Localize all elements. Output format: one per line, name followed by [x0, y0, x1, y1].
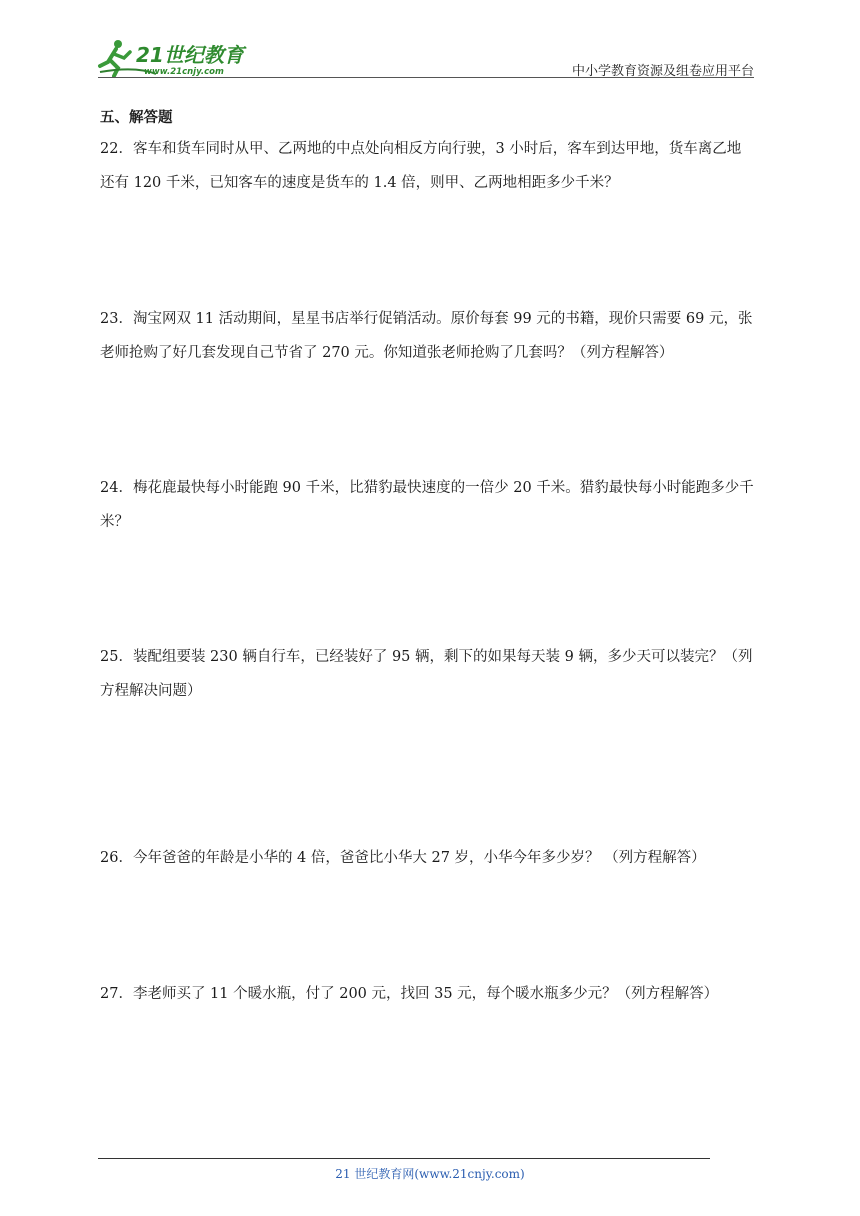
question-22: [100, 132, 762, 200]
question-26: [100, 841, 762, 875]
question-line: 22．客车和货车同时从甲、乙两地的中点处向相反方向行驶，3 小时后，客车到达甲地，货车离乙地: [100, 141, 742, 157]
footer-divider: [98, 1158, 710, 1159]
site-logo[interactable]: [96, 36, 266, 80]
section-title: 五、解答题: [100, 110, 173, 126]
logo-url: www.21cnjy.com: [144, 67, 224, 77]
question-27: [100, 977, 762, 1011]
question-line: 还有 120 千米，已知客车的速度是货车的 1.4 倍，则甲、乙两地相距多少千米？: [100, 175, 619, 191]
footer-link[interactable]: 21 世纪教育网(www.21cnjy.com): [335, 1167, 525, 1181]
question-line: 26．今年爸爸的年龄是小华的 4 倍，爸爸比小华大 27 岁，小华今年多少岁？ （列方程解答）: [100, 850, 706, 866]
platform-name: 中小学教育资源及组卷应用平台: [571, 64, 754, 79]
header-divider: [98, 77, 754, 78]
question-line: 24．梅花鹿最快每小时能跑 90 千米，比猎豹最快速度的一倍少 20 千米。猎豹最快每小时能跑多少千: [100, 480, 754, 496]
question-line: 老师抢购了好几套发现自己节省了 270 元。你知道张老师抢购了几套吗？（列方程解答）: [100, 345, 674, 361]
question-line: 27．李老师买了 11 个暖水瓶，付了 200 元，找回 35 元，每个暖水瓶多少元？（列方程解答）: [100, 986, 719, 1002]
runner-logo-icon: [96, 36, 266, 80]
logo-text: 21世纪教育: [136, 43, 244, 67]
question-24: [100, 471, 762, 539]
question-line: 方程解决问题）: [100, 683, 202, 699]
question-25: [100, 640, 762, 708]
question-line: 米？: [100, 514, 129, 530]
question-23: [100, 302, 762, 370]
question-line: 23．淘宝网双 11 活动期间，星星书店举行促销活动。原价每套 99 元的书籍，现价只需要 69 元，张: [100, 311, 753, 327]
question-line: 25．装配组要装 230 辆自行车，已经装好了 95 辆，剩下的如果每天装 9 辆，多少天可以装完？（列: [100, 649, 753, 665]
